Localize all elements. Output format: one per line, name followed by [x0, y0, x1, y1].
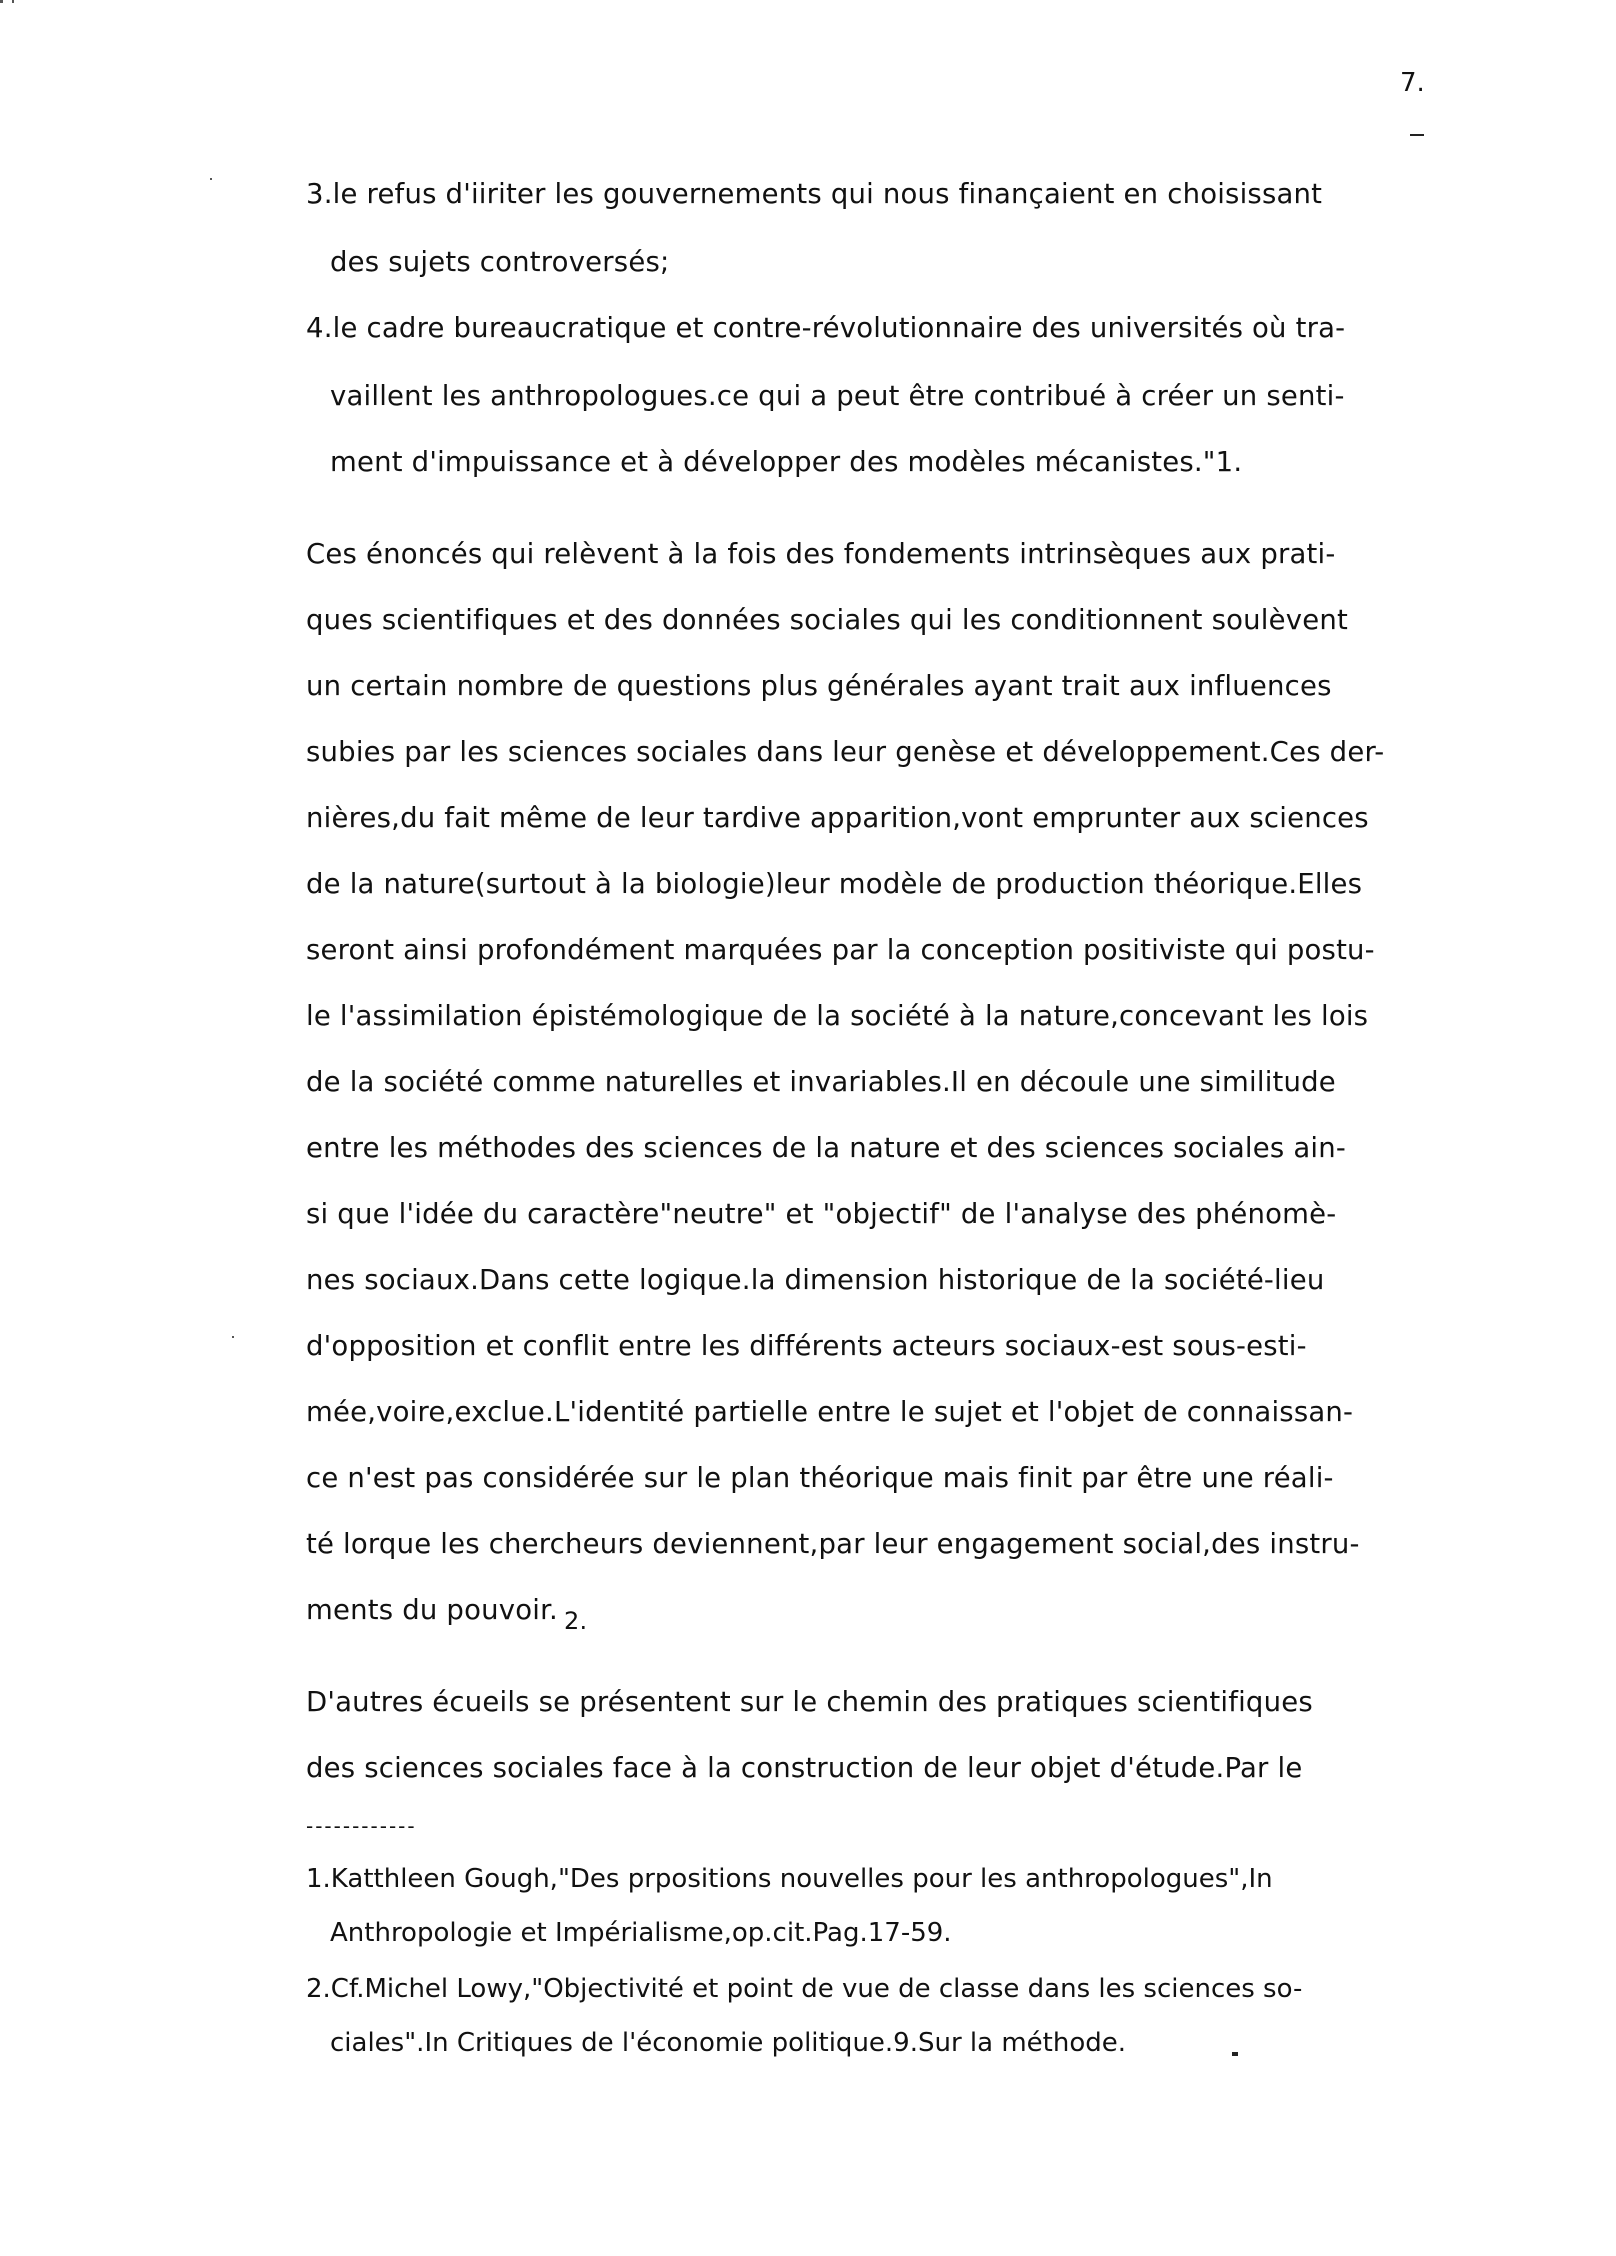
paragraph-1-line: d'opposition et conflit entre les différents acteurs sociaux-est sous-esti- — [306, 1330, 1307, 1362]
list-item-3-line-1: 3.le refus d'iiriter les gouvernements qui nous finançaient en choisissant — [306, 178, 1323, 210]
paragraph-1-line: nes sociaux.Dans cette logique.la dimension historique de la société-lieu — [306, 1264, 1325, 1296]
paragraph-1-line: nières,du fait même de leur tardive apparition,vont emprunter aux sciences — [306, 802, 1369, 834]
paragraph-1-line: ments du pouvoir. — [306, 1594, 558, 1626]
paragraph-1-line: le l'assimilation épistémologique de la société à la nature,concevant les lois — [306, 1000, 1369, 1032]
footnote-1-line-1: 1.Katthleen Gough,"Des prpositions nouvelles pour les anthropologues",In — [306, 1864, 1273, 1894]
header-mark — [1410, 134, 1424, 136]
scan-speck — [12, 0, 14, 3]
footnote-2-line-2: ciales".In Critiques de l'économie politique.9.Sur la méthode. — [330, 2028, 1127, 2058]
paragraph-1-line: un certain nombre de questions plus générales ayant trait aux influences — [306, 670, 1332, 702]
paragraph-1-line: mée,voire,exclue.L'identité partielle entre le sujet et l'objet de connaissan- — [306, 1396, 1354, 1428]
scan-speck — [0, 0, 3, 3]
paragraph-1-line: de la nature(surtout à la biologie)leur modèle de production théorique.Elles — [306, 868, 1363, 900]
list-item-3-line-2: des sujets controversés; — [330, 246, 670, 278]
page-number: 7. — [1400, 68, 1425, 98]
paragraph-1-line: seront ainsi profondément marquées par la conception positiviste qui postu- — [306, 934, 1375, 966]
paragraph-1-line: si que l'idée du caractère"neutre" et "objectif" de l'analyse des phénomè- — [306, 1198, 1337, 1230]
footnote-reference: 2. — [564, 1607, 588, 1635]
paragraph-1-line: entre les méthodes des sciences de la nature et des sciences sociales ain- — [306, 1132, 1346, 1164]
paragraph-2-line: D'autres écueils se présentent sur le chemin des pratiques scientifiques — [306, 1686, 1313, 1718]
footnote-separator: ------------ — [306, 1814, 417, 1838]
list-item-4-line-2: vaillent les anthropologues.ce qui a peut être contribué à créer un senti- — [330, 380, 1345, 412]
paragraph-2-line: des sciences sociales face à la construction de leur objet d'étude.Par le — [306, 1752, 1303, 1784]
paragraph-1-last-line — [306, 1594, 588, 1635]
bottom-mark — [1232, 2052, 1238, 2056]
footnote-2-line-1: 2.Cf.Michel Lowy,"Objectivité et point de vue de classe dans les sciences so- — [306, 1974, 1303, 2004]
paragraph-1-line: subies par les sciences sociales dans leur genèse et développement.Ces der- — [306, 736, 1385, 768]
paragraph-1-line: ques scientifiques et des données sociales qui les conditionnent soulèvent — [306, 604, 1348, 636]
list-item-4-line-3: ment d'impuissance et à développer des modèles mécanistes."1. — [330, 446, 1243, 478]
scan-speck — [210, 178, 212, 180]
list-item-4-line-1: 4.le cadre bureaucratique et contre-révolutionnaire des universités où tra- — [306, 312, 1346, 344]
footnote-1-line-2: Anthropologie et Impérialisme,op.cit.Pag.17-59. — [330, 1918, 952, 1948]
paragraph-1-line: Ces énoncés qui relèvent à la fois des fondements intrinsèques aux prati- — [306, 538, 1336, 570]
scan-speck — [232, 1336, 234, 1338]
paragraph-1-line: ce n'est pas considérée sur le plan théorique mais finit par être une réali- — [306, 1462, 1334, 1494]
paragraph-1-line: té lorque les chercheurs deviennent,par leur engagement social,des instru- — [306, 1528, 1360, 1560]
paragraph-1-line: de la société comme naturelles et invariables.Il en découle une similitude — [306, 1066, 1336, 1098]
